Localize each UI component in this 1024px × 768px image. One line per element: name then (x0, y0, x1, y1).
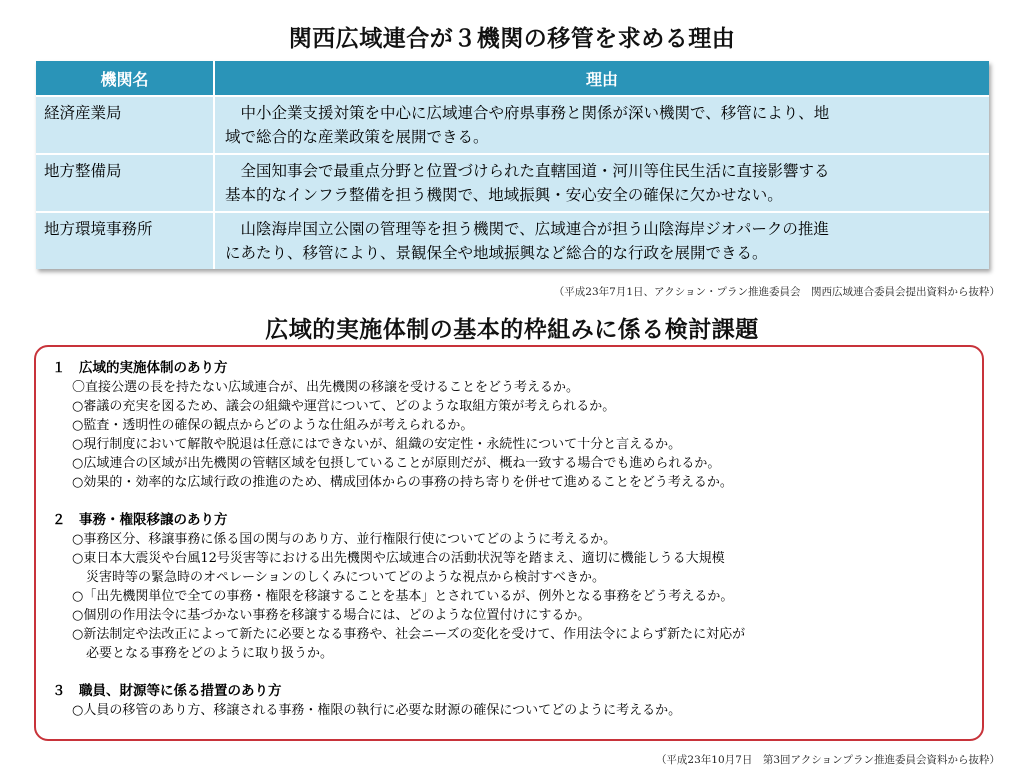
list-item: ○「出先機関単位で全ての事務・権限を移譲することを基本」とされているが、例外となる事務をどう考えるか。 (72, 589, 734, 604)
reason-cell (214, 96, 989, 154)
list-item: ○監査・透明性の確保の観点からどのような仕組みが考えられるか。 (72, 418, 474, 433)
source-note: （平成23年10月7日 第3回アクションプラン推進委員会資料から抜粋） (655, 754, 1000, 766)
list-item: ○広域連合の区域が出先機関の管轄区域を包摂していることが原則だが、概ね一致する場合でも進められるか。 (72, 456, 721, 471)
list-item-line: ○新法制定や法改正によって新たに必要となる事務や、社会ニーズの変化を受けて、作用法令によらず新たに対応が (72, 627, 746, 642)
page-title: 関西広域連合が３機関の移管を求める理由 (288, 26, 736, 52)
table-header-row (36, 61, 989, 96)
reasons-table (36, 61, 989, 269)
list-item: ○個別の作用法令に基づかない事務を移譲する場合には、どのような位置付けにするか。 (72, 608, 591, 623)
organization-cell: 地方環境事務所 (36, 212, 214, 269)
organization-cell: 経済産業局 (36, 96, 214, 154)
reason-cell (214, 154, 989, 212)
list-item: ○審議の充実を図るため、議会の組織や運営について、どのような取組方策が考えられるか。 (72, 399, 616, 414)
section-title: 広域的実施体制の基本的枠組みに係る検討課題 (265, 317, 759, 343)
source-note: （平成23年7月1日、アクション・プラン推進委員会 関西広域連合委員会提出資料から抜粋） (553, 286, 1000, 298)
reason-line: にあたり、移管により、景観保全や地域振興など総合的な行政を展開できる。 (225, 244, 768, 262)
reason-cell (214, 212, 989, 269)
section-heading: ３ 職員、財源等に係る措置のあり方 (52, 683, 282, 699)
reason-line: 全国知事会で最重点分野と位置づけられた直轄国道・河川等住民生活に直接影響する (240, 162, 830, 180)
list-item-continuation: 必要となる事務をどのように取り扱うか。 (86, 646, 334, 661)
table-row (36, 212, 989, 269)
list-item-continuation: 災害時等の緊急時のオペレーションのしくみについてどのような視点から検討すべきか。 (86, 570, 605, 585)
list-item (52, 549, 968, 587)
organization-cell: 地方整備局 (36, 154, 214, 212)
reason-line: 山陰海岸国立公園の管理等を担う機関で、広域連合が担う山陰海岸ジオパークの推進 (240, 220, 829, 238)
issues-box (34, 345, 984, 741)
list-item: 〇直接公選の長を持たない広域連合が、出先機関の移譲を受けることをどう考えるか。 (72, 380, 580, 395)
list-item (52, 625, 968, 663)
list-item: ○効果的・効率的な広域行政の推進のため、構成団体からの事務の持ち寄りを併せて進めることをどう考えるか。 (72, 475, 733, 490)
list-item-line: ○東日本大震災や台風12号災害等における出先機関や広域連合の活動状況等を踏まえ、適切に機能しうる大規模 (72, 551, 725, 566)
reason-line: 基本的なインフラ整備を担う機関で、地域振興・安心安全の確保に欠かせない。 (225, 186, 783, 204)
column-header-organization: 機関名 (36, 61, 214, 96)
reason-line: 中小企業支援対策を中心に広域連合や府県事務と関係が深い機関で、移管により、地 (240, 104, 830, 122)
list-item: ○人員の移管のあり方、移譲される事務・権限の執行に必要な財源の確保についてどのように考えるか。 (72, 703, 682, 718)
list-item: ○事務区分、移譲事務に係る国の関与のあり方、並行権限行使についてどのように考えるか。 (72, 532, 617, 547)
list-item: ○現行制度において解散や脱退は任意にはできないが、組織の安定性・永続性について十分と言えるか。 (72, 437, 682, 452)
column-header-reason: 理由 (214, 61, 989, 96)
section-heading: １ 広域的実施体制のあり方 (52, 360, 228, 376)
section-heading: ２ 事務・権限移譲のあり方 (52, 512, 228, 528)
table-row (36, 96, 989, 154)
reason-line: 域で総合的な産業政策を展開できる。 (225, 128, 489, 146)
table-row (36, 154, 989, 212)
